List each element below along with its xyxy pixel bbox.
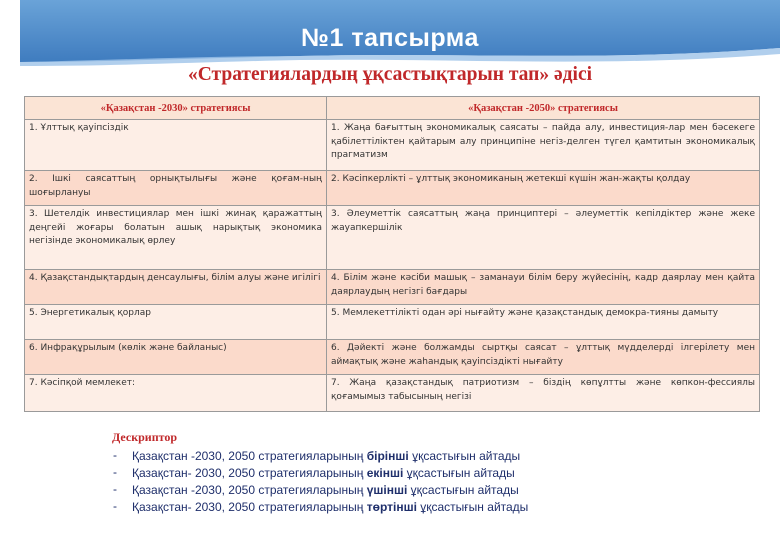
- table-row: [25, 270, 760, 305]
- table-cell-2030: 3. Шетелдік инвестициялар мен ішкі жинақ қаражаттың деңгейі жоғары болатын ашық нарықтық экономика негізінде экономикалық өрлеу: [25, 206, 327, 270]
- column-header-2050: «Қазақстан -2050» стратегиясы: [327, 97, 760, 120]
- descriptor-text: ұқсастығын айтады: [408, 449, 521, 463]
- dash-bullet-icon: -: [113, 482, 117, 496]
- descriptor-item: [112, 499, 672, 516]
- descriptor-text: Қазақстан -2030, 2050 стратегияларының: [132, 483, 367, 497]
- table-cell-2050: 6. Дәйекті және болжамды сыртқы саясат – ұлттық мүдделерді ілгерілету мен аймақтық және жаһандық қауіпсіздікті нығайту: [327, 340, 760, 375]
- table-cell-2030: 4. Қазақстандықтардың денсаулығы, білім алуы және игілігі: [25, 270, 327, 305]
- descriptor-text: ұқсастығын айтады: [403, 466, 515, 480]
- table-cell-2030: 6. Инфрақұрылым (көлік және байланыс): [25, 340, 327, 375]
- table-header-row: [25, 97, 760, 120]
- dash-bullet-icon: -: [113, 465, 117, 479]
- page-title: №1 тапсырма: [301, 24, 479, 52]
- table-row: [25, 375, 760, 412]
- descriptor-text: Қазақстан -2030, 2050 стратегияларының: [132, 449, 367, 463]
- descriptor-item: [112, 448, 672, 465]
- page-subtitle: «Стратегиялардың ұқсастықтарын тап» әдісі: [187, 64, 593, 85]
- table-cell-2030: 1. Ұлттық қауіпсіздік: [25, 120, 327, 171]
- table-cell-2030: 5. Энергетикалық қорлар: [25, 305, 327, 340]
- table-cell-2050: 5. Мемлекеттілікті одан әрі нығайту және қазақстандық демокра-тияны дамыту: [327, 305, 760, 340]
- descriptor-title: Дескриптор: [112, 430, 178, 444]
- descriptor-text: ұқсастығын айтады: [416, 500, 529, 514]
- descriptor-item: [112, 465, 672, 482]
- table-row: [25, 171, 760, 206]
- descriptor-text: Қазақстан- 2030, 2050 стратегияларының: [132, 466, 367, 480]
- descriptor-emphasis: бірінші: [366, 449, 409, 463]
- table-row: [25, 120, 760, 171]
- strategy-comparison-table: [24, 96, 760, 412]
- table-row: [25, 206, 760, 270]
- dash-bullet-icon: -: [113, 448, 117, 462]
- descriptor-emphasis: екінші: [366, 466, 404, 480]
- table-row: [25, 340, 760, 375]
- descriptor-item: [112, 482, 672, 499]
- table-cell-2050: 4. Білім және кәсіби машық – заманауи білім беру жүйесінің, кадр даярлау мен қайта даярлаудың негізгі бағдары: [327, 270, 760, 305]
- table-cell-2050: 2. Кәсіпкерлікті – ұлттық экономиканың жетекші күшін жан-жақты қолдау: [327, 171, 760, 206]
- table-cell-2050: 1. Жаңа бағыттың экономикалық саясаты – пайда алу, инвестиция-лар мен бәсекеге қабілеттіліктен қайтарым алу принципіне негіз-делген түгел қамтитын экономикалық прагматизм: [327, 120, 760, 171]
- table-row: [25, 305, 760, 340]
- column-header-2030: «Қазақстан -2030» стратегиясы: [25, 97, 327, 120]
- descriptor-text: ұқсастығын айтады: [407, 483, 519, 497]
- table-cell-2030: 2. Ішкі саясаттың орнықтылығы және қоғам-ның шоғырлануы: [25, 171, 327, 206]
- descriptor-emphasis: төртінші: [366, 500, 417, 514]
- dash-bullet-icon: -: [113, 499, 117, 513]
- descriptor-text: Қазақстан- 2030, 2050 стратегияларының: [132, 500, 367, 514]
- descriptor-emphasis: үшінші: [366, 483, 408, 497]
- table-cell-2030: 7. Кәсіпқой мемлекет:: [25, 375, 327, 412]
- table-cell-2050: 7. Жаңа қазақстандық патриотизм – біздің көпұлтты және көпкон-фессиялы қоғамымыз табысының негізі: [327, 375, 760, 412]
- descriptor-section: [112, 430, 672, 516]
- table-cell-2050: 3. Әлеуметтік саясаттың жаңа принциптері – әлеуметтік кепілдіктер және жеке жауапкершілік: [327, 206, 760, 270]
